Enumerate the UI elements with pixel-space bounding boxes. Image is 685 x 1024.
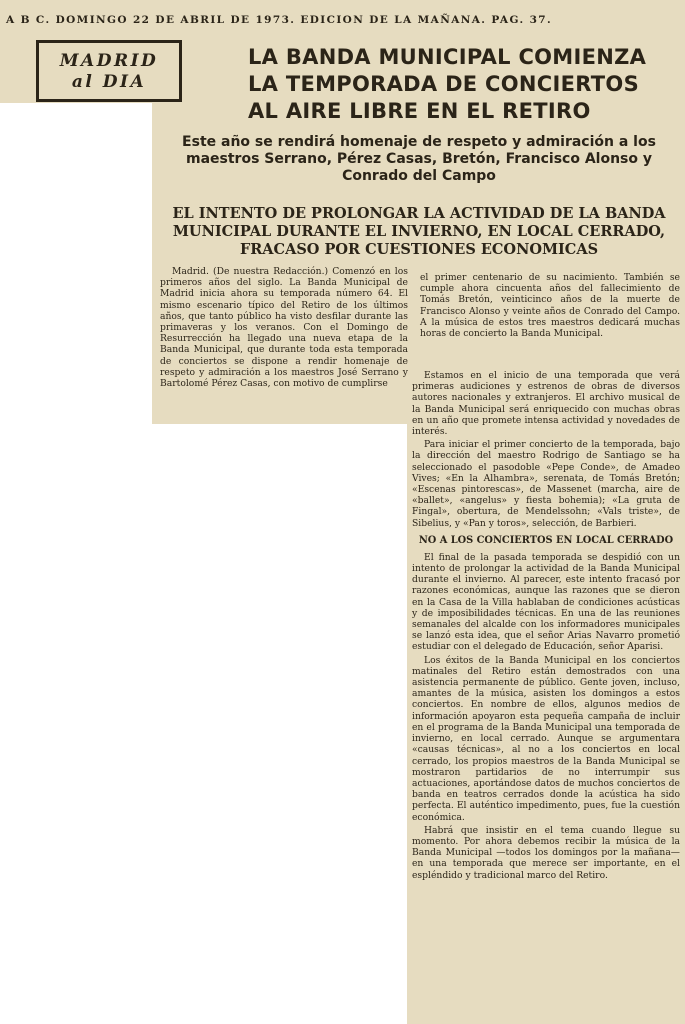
subtitle: Este año se rendirá homenaje de respeto y admiración a los maestros Serrano, Pérez Casas, Bretón, Francisco Alonso y Conrado del Campo — [182, 134, 656, 184]
blank-area — [152, 424, 407, 1024]
paragraph: Estamos en el inicio de una temporada que verá primeras audiciones y estrenos de obras de diversos autores nacionales y extranjeros. El archivo musical de la Banda Municipal será enriquecido con muchas obras en un año que promete intensa actividad y novedades de interés. — [412, 370, 680, 438]
paragraph: Habrá que insistir en el tema cuando llegue su momento. Por ahora debemos recibir la música de la Banda Municipal —todos los domingos por la mañana— en una temporada que merece ser importante, en el espléndido y tradicional marco del Retiro. — [412, 824, 680, 881]
masthead: A B C. DOMINGO 22 DE ABRIL DE 1973. EDICION DE LA MAÑANA. PAG. 37. — [6, 14, 553, 26]
paragraph: Para iniciar el primer concierto de la temporada, bajo la dirección del maestro Rodrigo de Santiago se ha seleccionado el pasodoble «Pepe Conde», de Amadeo Vives; «En la Alhambra», serenata, de Tomás Bretón; «Escenas pintorescas», de Massenet (marcha, aire de «ballet», «angelus» y fiesta bohemia); «La gruta de Fingal», obertura, de Mendelssohn; «Vals triste», de Sibelius, y «Pan y toros», selección, de Barbieri. — [412, 439, 680, 529]
deck-headline: EL INTENTO DE PROLONGAR LA ACTIVIDAD DE LA BANDA MUNICIPAL DURANTE EL INVIERNO, EN LOCAL CERRADO, FRACASO POR CUESTIONES ECONOMICAS — [172, 205, 666, 258]
paragraph: El final de la pasada temporada se despidió con un intento de prolongar la actividad de la Banda Municipal durante el invierno. Al parecer, este intento fracasó por razones económicas, aunque las razones que se dieron en la Casa de la Villa hablaban de condiciones acústicas y de imposibilidades técnicas. En una de las reuniones semanales del alcalde con los informadores municipales se lanzó esta idea, que el señor Arias Navarro prometió estudiar con el delegado de Educación, señor Aparisi. — [412, 551, 680, 653]
subheading: NO A LOS CONCIERTOS EN LOCAL CERRADO — [418, 534, 674, 546]
column-3 — [412, 370, 680, 883]
paragraph: el primer centenario de su nacimiento. También se cumple ahora cincuenta años del fallecimiento de Tomás Bretón, veinticinco años de la muerte de Francisco Alonso y veinte años de Conrado del Campo. A la música de estos tres maestros dedicará muchas horas de concierto la Banda Municipal. — [420, 272, 680, 340]
section-box-line1: MADRID — [59, 51, 159, 71]
column-2 — [420, 272, 680, 339]
blank-area — [0, 103, 152, 1024]
column-1 — [160, 266, 408, 389]
section-box — [36, 40, 182, 102]
headline: LA BANDA MUNICIPAL COMIENZA LA TEMPORADA DE CONCIERTOS AL AIRE LIBRE EN EL RETIRO — [248, 45, 647, 123]
section-box-line2: al DIA — [71, 72, 147, 92]
paragraph: Madrid. (De nuestra Redacción.) Comenzó en los primeros años del siglo. La Banda Municipal de Madrid inicia ahora su temporada número 64. El mismo escenario típico del Retiro de los últimos años, que tanto público ha visto desfilar durante las primaveras y los veranos. Con el Domingo de Resurrección ha llegado una nueva etapa de la Banda Municipal, que durante toda esta temporada de conciertos se dispone a rendir homenaje de respeto y admiración a los maestros José Serrano y Bartolomé Pérez Casas, con motivo de cumplirse — [160, 266, 408, 390]
paragraph: Los éxitos de la Banda Municipal en los conciertos matinales del Retiro están demostrados con una asistencia permanente de público. Gente joven, incluso, amantes de la música, asisten los domingos a estos conciertos. En nombre de ellos, algunos medios de información apoyaron esta pequeña campaña de incluir en el programa de la Banda Municipal una temporada de invierno, en local cerrado. Aunque se argumentara «causas técnicas», al no a los conciertos en local cerrado, los propios maestros de la Banda Municipal se mostraron partidarios de no interrumpir sus actuaciones, aportándose datos de muchos conciertos de banda en teatros cerrados donde la acústica ha sido perfecta. El auténtico impedimento, pues, fue la cuestión económica. — [412, 654, 680, 823]
